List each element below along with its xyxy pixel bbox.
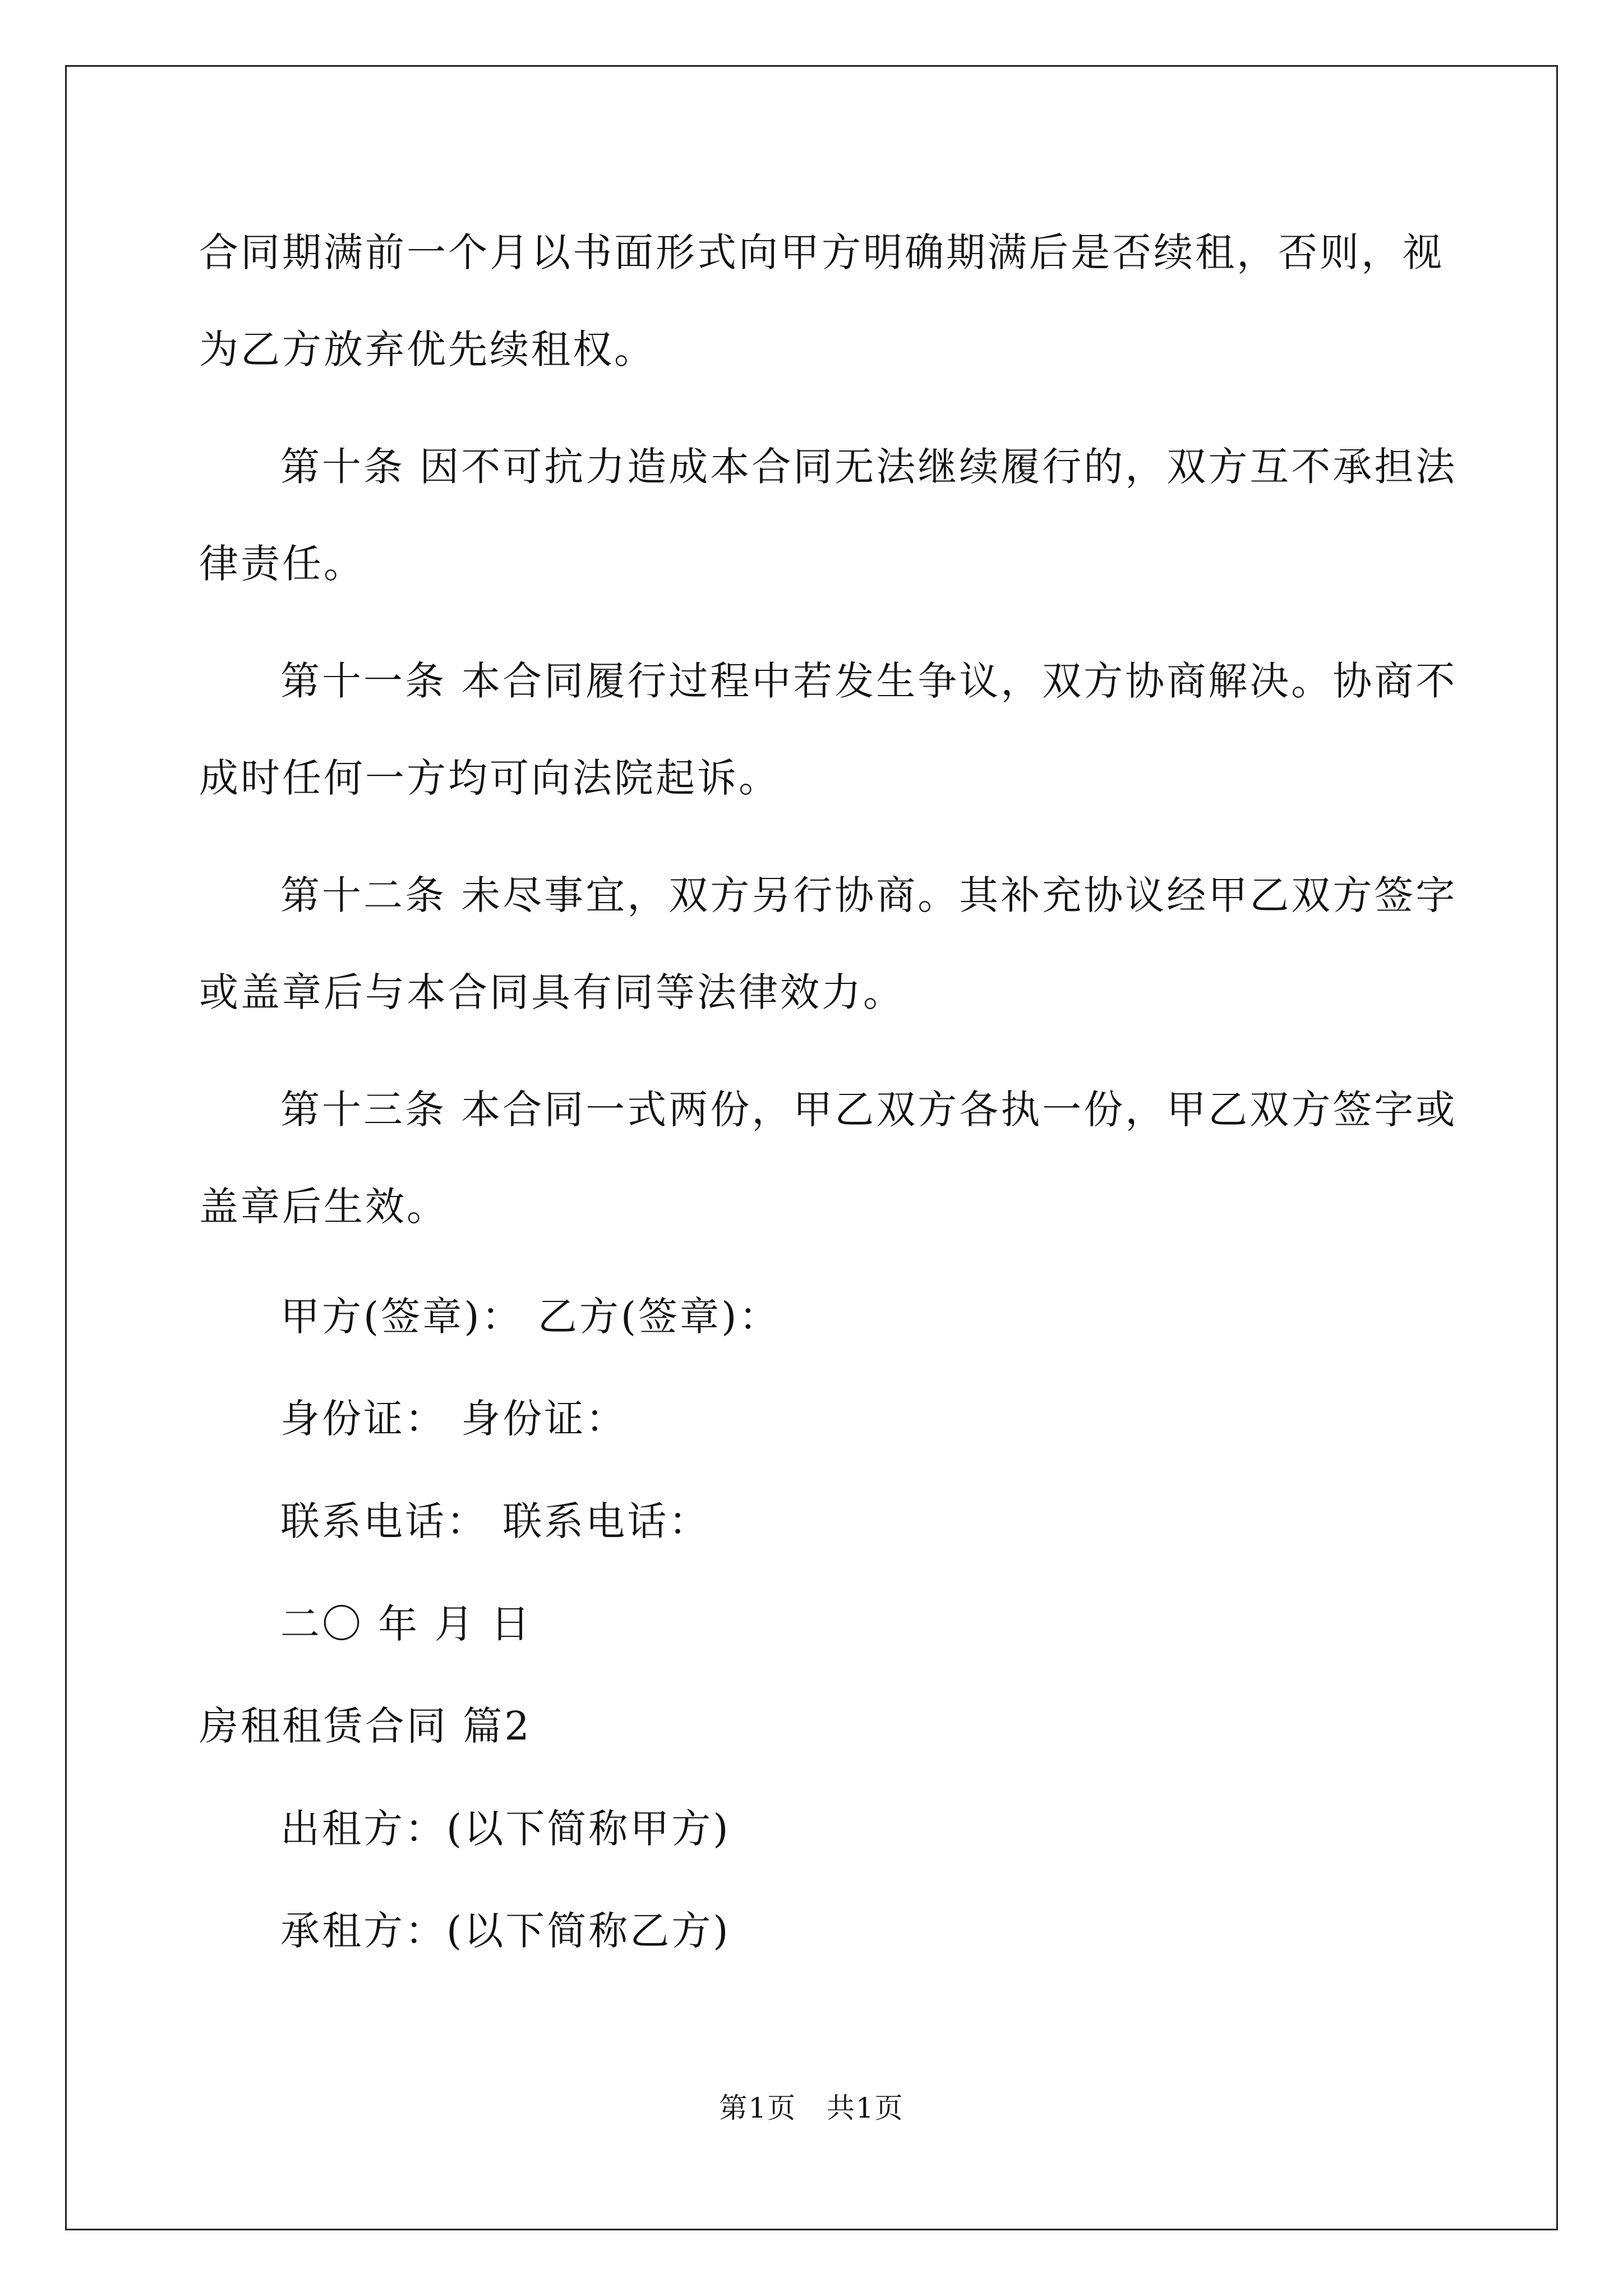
- phone-line: 联系电话： 联系电话：: [280, 1498, 711, 1544]
- section-heading: 房租租赁合同 篇2: [199, 1703, 532, 1749]
- lessee-line: 承租方：(以下简称乙方): [280, 1908, 731, 1954]
- clause-11-line-1: 第十一条 本合同履行过程中若发生争议，双方协商解决。协商不: [280, 658, 1458, 704]
- clause-10-line-1: 第十条 因不可抗力造成本合同无法继续履行的，双方互不承担法: [280, 444, 1458, 490]
- clause-13-line-1: 第十三条 本合同一式两份，甲乙双方各执一份，甲乙双方签字或: [280, 1087, 1458, 1133]
- signature-line: 甲方(签章)： 乙方(签章)：: [280, 1294, 781, 1340]
- page-number-footer: 第1页 共1页: [719, 2092, 904, 2124]
- clause-11-line-2: 成时任何一方均可向法院起诉。: [199, 755, 780, 801]
- id-card-line: 身份证： 身份证：: [280, 1396, 628, 1442]
- clause-12-line-2: 或盖章后与本合同具有同等法律效力。: [199, 969, 905, 1015]
- clause-13-line-2: 盖章后生效。: [199, 1184, 448, 1230]
- lessor-line: 出租方：(以下简称甲方): [280, 1806, 731, 1852]
- date-line: 二〇 年 月 日: [280, 1601, 532, 1647]
- clause-9-continuation-line-1: 合同期满前一个月以书面形式向甲方明确期满后是否续租，否则，视: [199, 229, 1444, 275]
- clause-9-continuation-line-2: 为乙方放弃优先续租权。: [199, 326, 656, 372]
- clause-10-line-2: 律责任。: [199, 541, 365, 587]
- clause-12-line-1: 第十二条 未尽事宜，双方另行协商。其补充协议经甲乙双方签字: [280, 872, 1458, 918]
